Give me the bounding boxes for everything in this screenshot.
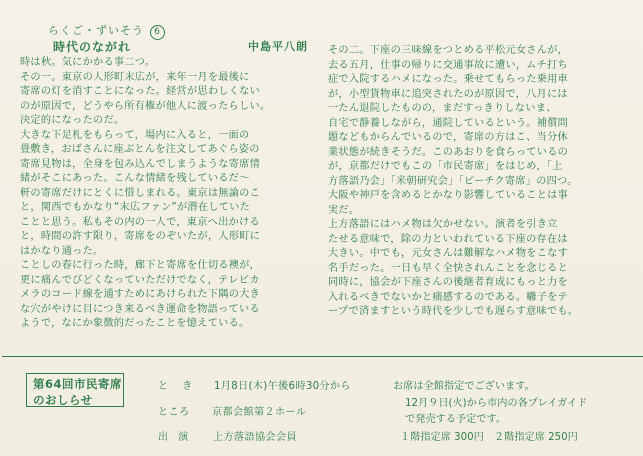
where-label: ところ (158, 407, 190, 418)
text-line: はかなり通った。 (20, 245, 104, 257)
series-number: 6 (150, 25, 165, 40)
seat-info-line3: で発売する予定です。 (405, 414, 507, 425)
text-line: 大きな下足札をもらって，場内に入ると，一面の (20, 129, 250, 141)
text-line: 業状態が続きそうだ。このあおりを食らっているの (328, 146, 569, 158)
text-line: 実だ。 (328, 204, 360, 216)
text-line: 同時に，協会が下座さんの後継者育成にもっと力を (328, 277, 569, 288)
text-line: メラのコード線を通すためにあけられた下隅の大き (20, 289, 261, 300)
text-line: 上方落語にはハメ物は欠かせない。演者を引き立 (328, 219, 558, 230)
text-line: 去る五月，仕事の帰りに交通事故に遭い，ムチ打ち (328, 59, 568, 71)
essay-title: 時代のながれ (53, 40, 132, 54)
text-line: が，京都だけでもこの「市民寄席」をはじめ，「上 (328, 161, 563, 172)
left-column-text (20, 56, 316, 332)
notice-when-row (158, 377, 351, 392)
text-line: 一たん退院したものの，まだすっきりしないま、 (328, 103, 557, 114)
right-column-text (328, 44, 628, 320)
text-line: 更に痛んでびどくなっていただけでなく，テレビカ (20, 274, 260, 286)
text-line: ことしの春に行った時，廊下と寄席を仕切る襖が， (20, 260, 261, 271)
notice-cast-row (158, 428, 297, 443)
text-line: 寄席の灯を消すことになった。経営が思わしくない (20, 86, 261, 97)
notice-heading-line2: のおしらせ (33, 393, 93, 407)
text-line: たせる意味で，除の力といわれている下座の存在は (328, 233, 568, 245)
where-value: 京都会館第２ホール (212, 407, 307, 418)
text-line: 緒がそこにあった。こんな情緒を残しているだ〜 (20, 173, 250, 184)
cast-value: 上方落語協会会員 (213, 432, 297, 443)
notice-heading-line1: 第64回市民寄席 (33, 377, 123, 391)
text-line: が，小型貨物車に追突されたのが原因で，八月には (328, 88, 568, 100)
text-line: 入れるべきでないかと痛感するのである。囃子をテ (328, 291, 569, 303)
when-value: 1月8日(木)午後6時30分から (214, 381, 351, 392)
text-line: 軒の寄席だけにとくに惜しまれる。東京は無論のこ (20, 187, 261, 199)
text-line: ープで済ますという時代を少しでも遅らす意味でも。 (328, 306, 579, 317)
text-line: と，時間の許す限り，寄席をのぞいたが，人形町に (20, 231, 261, 242)
text-line: その一。東京の人形町末広が，来年一月を最後に (20, 71, 250, 83)
text-line: 寄席見物は，全身を包み込んでしまうような寄席情 (20, 158, 261, 170)
text-line: 症で入院するハメになった。乗せてもらった乗用車 (328, 74, 569, 85)
text-line: 決定的になったのだ。 (20, 115, 125, 126)
text-line: 大阪や神戸を含めるとかなり影響していることは事 (328, 190, 569, 201)
text-line: 時は秋。気にかかる事二つ。 (20, 57, 156, 68)
notice-heading-box (26, 373, 124, 407)
series-label: らくご・ずいそう (48, 24, 144, 37)
seat-info-line2: 12月９日(火)から市内の各プレイガイド (405, 398, 588, 409)
text-line: 名手だった。一日も早く全快されんことを念じると (328, 262, 569, 274)
text-line: 畳敷き，おばさんに座ぶとんを注文してあぐら姿の (20, 144, 260, 155)
cast-label: 出演 (158, 432, 199, 443)
text-line: な穴がやけに目につき来るべき運命を物語っている (20, 303, 260, 315)
seat-price-line: １階指定席 300円 ２階指定席 250円 (400, 432, 578, 443)
section-divider (2, 356, 643, 357)
text-line: 大きい。中でも，元女さんは難解なハメ物をこなす (328, 248, 569, 259)
text-line: その二。下座の三味線をつとめる平松元女さんが， (328, 45, 569, 56)
text-line: と，関西でもかなり“末広ファン”が潜在していた (20, 202, 251, 213)
notice-where-row (158, 403, 306, 418)
text-line: 自宅で静養しながら，通院しているという。補償問 (328, 117, 569, 129)
text-line: 方落語乃会」「米朝研究会」「ピーチク寄席」の四つ。 (328, 175, 578, 187)
text-line: ようで，なにか象徴的だったことを憶えている。 (20, 318, 250, 329)
text-line: 題などもからんでいるので，寄席の方はこ、当分休 (328, 132, 568, 143)
when-label: とき (158, 381, 207, 392)
seat-info-line1: お席は全館指定でございます。 (393, 381, 535, 392)
text-line: ことと思う。私もその内の一人で，東京へ出かける (20, 216, 260, 228)
essay-author: 中島平八朗 (248, 40, 308, 53)
text-line: のが原因で，どうやら所有権が他人に渡ったらしい。 (20, 100, 271, 112)
